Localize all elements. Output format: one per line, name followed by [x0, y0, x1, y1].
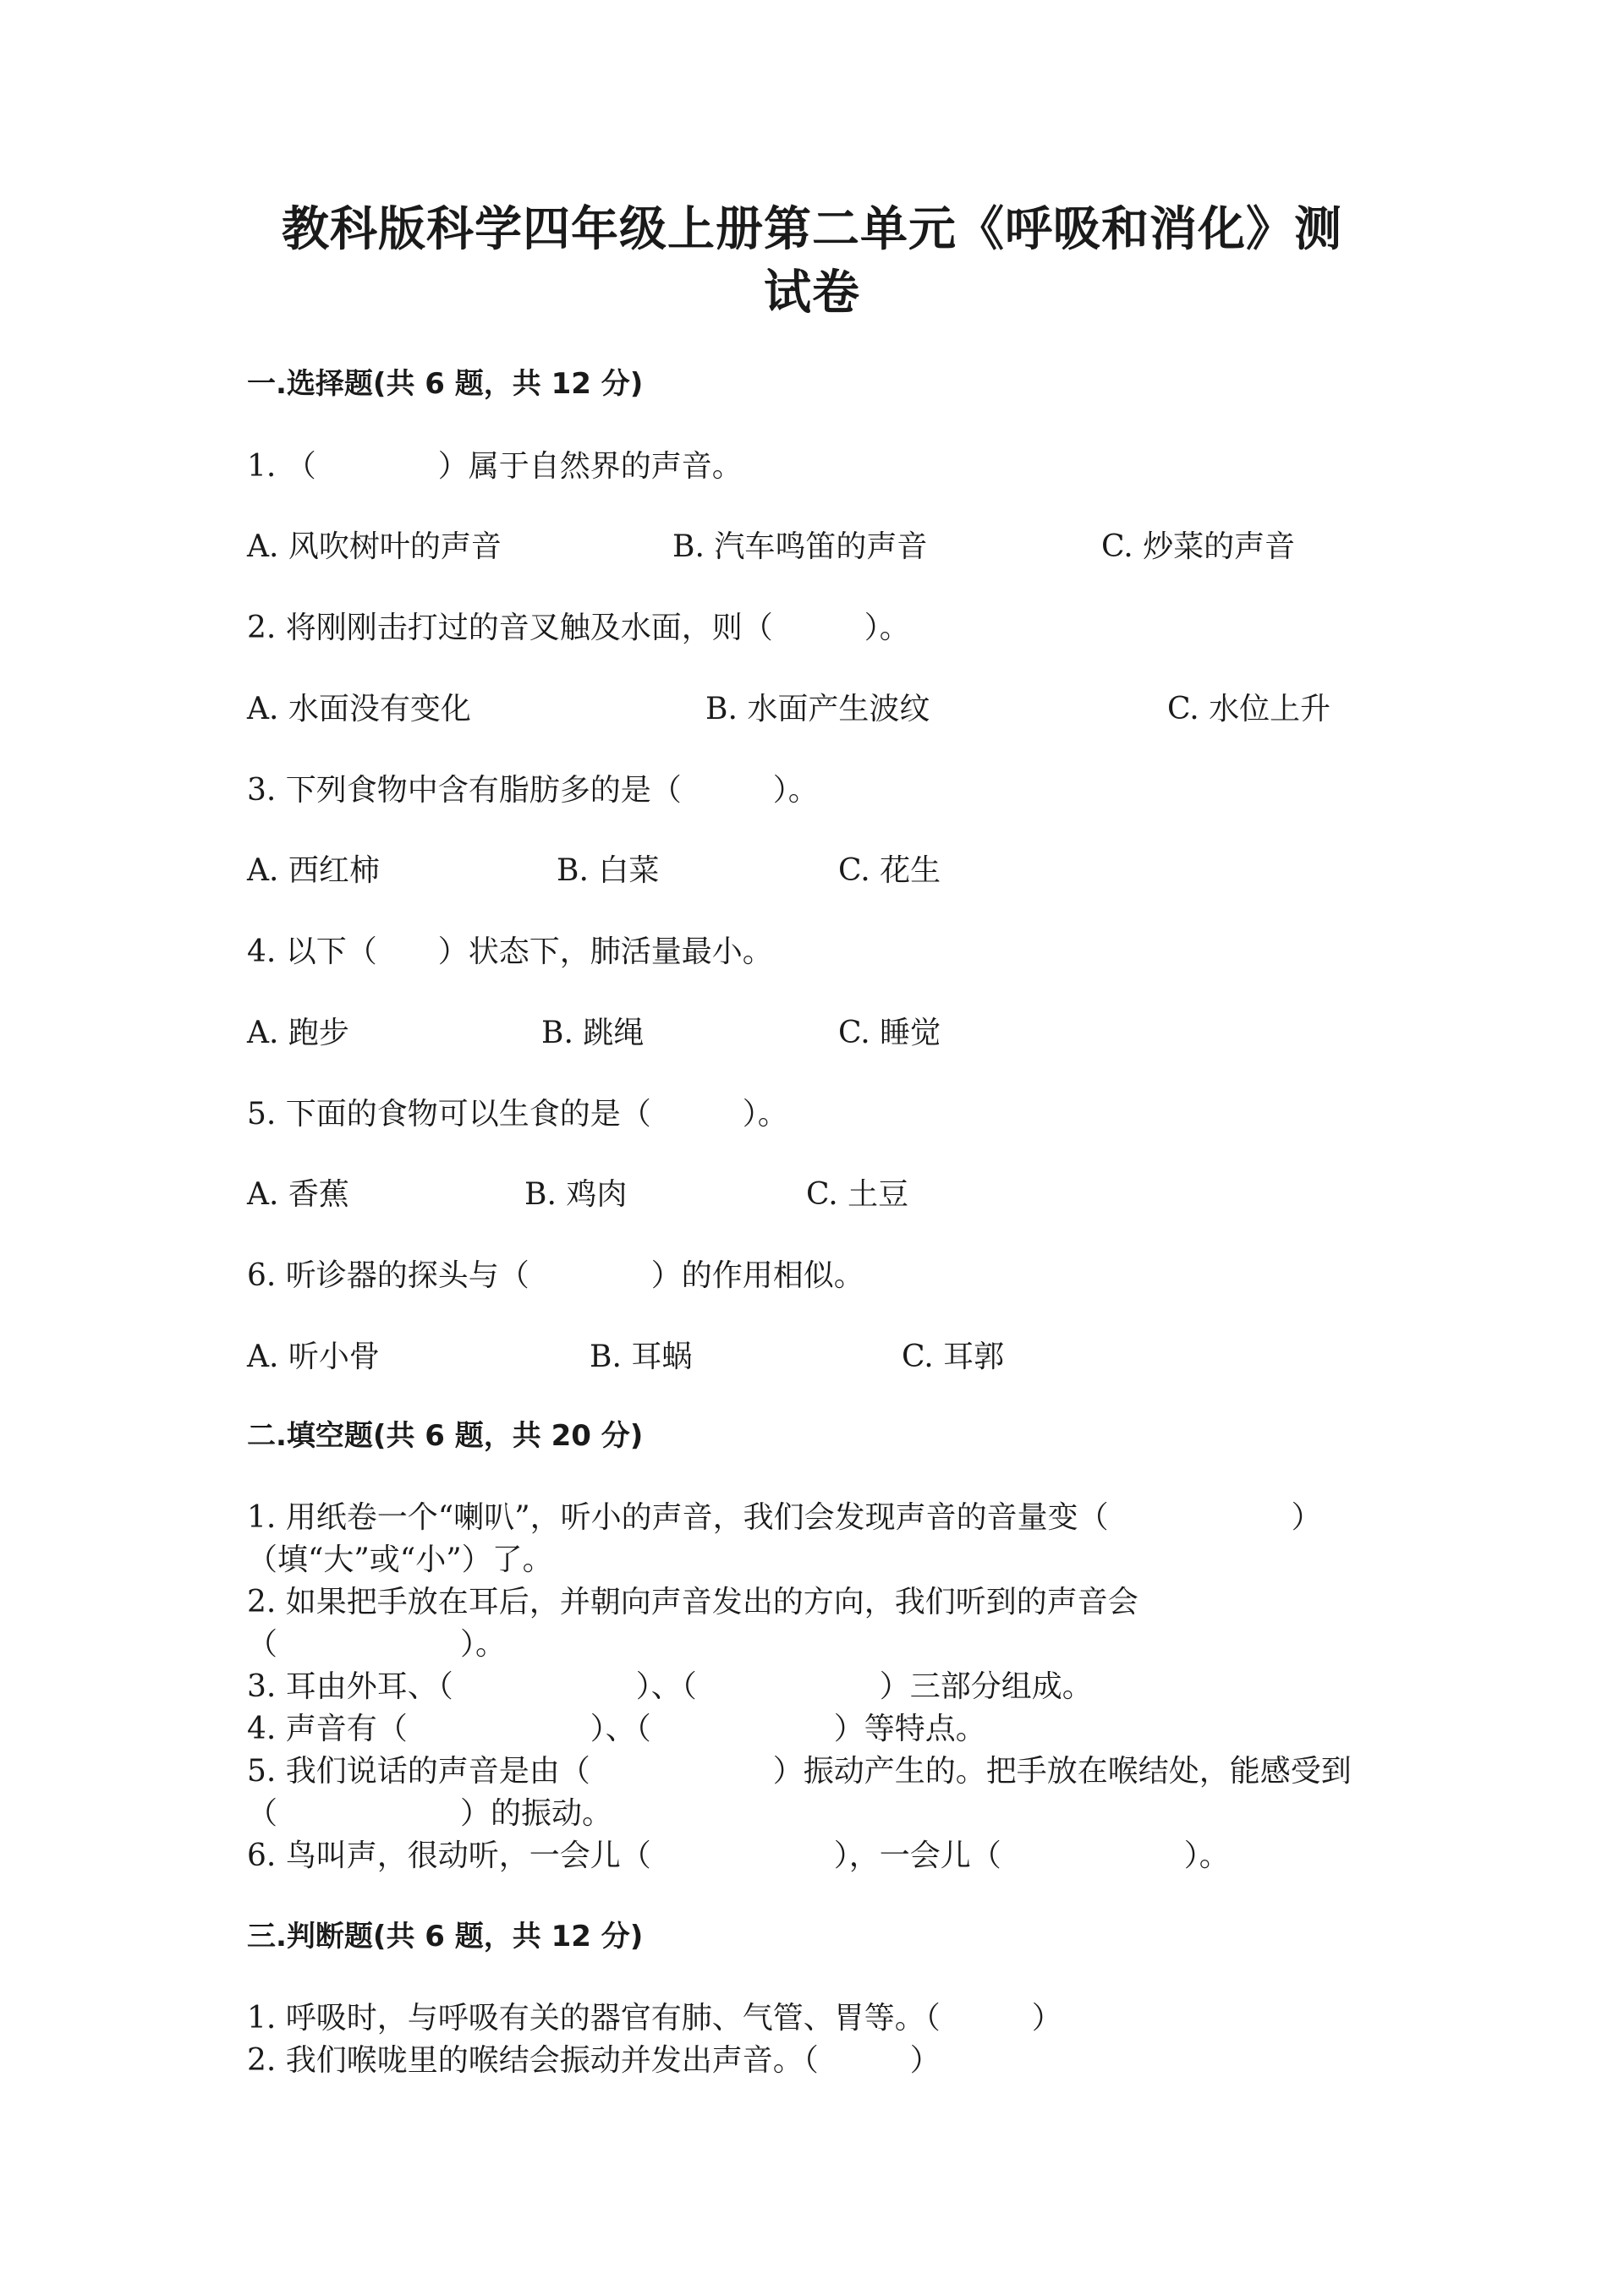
exam-title-line-2: 试卷: [764, 266, 860, 321]
choice-q2-option-a: A. 水面没有变化: [247, 692, 471, 726]
choice-q5-option-a: A. 香蕉: [247, 1177, 349, 1212]
choice-q2-option-b: B. 水面产生波纹: [705, 692, 930, 726]
fill-line-2: （填“大”或“小”）了。: [247, 1543, 553, 1577]
section-heading-choice: 一.选择题(共 6 题，共 12 分): [247, 367, 644, 401]
choice-question-6: 6. 听诊器的探头与（ ）的作用相似。: [247, 1258, 864, 1293]
choice-question-5: 5. 下面的食物可以生食的是（ ）。: [247, 1097, 788, 1132]
fill-line-9: 6. 鸟叫声，很动听，一会儿（ ），一会儿（ ）。: [247, 1838, 1230, 1873]
section-heading-judge: 三.判断题(共 6 题，共 12 分): [247, 1920, 644, 1954]
choice-q1-option-a: A. 风吹树叶的声音: [247, 529, 502, 564]
choice-question-3: 3. 下列食物中含有脂肪多的是（ ）。: [247, 773, 819, 808]
choice-question-1: 1. （ ）属于自然界的声音。: [247, 449, 743, 484]
fill-line-5: 3. 耳由外耳、（ ）、（ ）三部分组成。: [247, 1669, 1093, 1704]
choice-q4-option-a: A. 跑步: [247, 1016, 349, 1050]
choice-q1-option-b: B. 汽车鸣笛的声音: [672, 529, 928, 564]
fill-line-1: 1. 用纸卷一个“喇叭”，听小的声音，我们会发现声音的音量变（ ）: [247, 1500, 1322, 1535]
choice-q6-option-b: B. 耳蜗: [590, 1340, 693, 1374]
choice-q3-option-a: A. 西红柿: [247, 853, 380, 888]
choice-q3-option-b: B. 白菜: [557, 853, 660, 888]
fill-line-7: 5. 我们说话的声音是由（ ）振动产生的。把手放在喉结处，能感受到: [247, 1754, 1352, 1789]
fill-line-6: 4. 声音有（ ）、（ ）等特点。: [247, 1712, 986, 1746]
judge-line-2: 2. 我们喉咙里的喉结会振动并发出声音。（ ）: [247, 2043, 941, 2078]
choice-q2-option-c: C. 水位上升: [1167, 692, 1331, 726]
choice-q1-option-c: C. 炒菜的声音: [1101, 529, 1296, 564]
choice-question-2: 2. 将刚刚击打过的音叉触及水面，则（ ）。: [247, 611, 910, 645]
choice-q3-option-c: C. 花生: [838, 853, 941, 888]
choice-q5-option-c: C. 土豆: [806, 1177, 909, 1212]
choice-q4-option-b: B. 跳绳: [541, 1016, 645, 1050]
judge-line-1: 1. 呼吸时，与呼吸有关的器官有肺、气管、胃等。（ ）: [247, 2001, 1062, 2036]
choice-q6-option-a: A. 听小骨: [247, 1340, 380, 1374]
choice-q6-option-c: C. 耳郭: [902, 1340, 1005, 1374]
choice-q4-option-c: C. 睡觉: [838, 1016, 941, 1050]
fill-line-8: （ ）的振动。: [247, 1796, 613, 1831]
exam-title-line-1: 教科版科学四年级上册第二单元《呼吸和消化》测: [282, 202, 1342, 257]
fill-line-4: （ ）。: [247, 1627, 507, 1662]
choice-question-4: 4. 以下（ ）状态下，肺活量最小。: [247, 934, 773, 969]
choice-q5-option-b: B. 鸡肉: [524, 1177, 628, 1212]
fill-line-3: 2. 如果把手放在耳后，并朝向声音发出的方向，我们听到的声音会: [247, 1585, 1138, 1619]
section-heading-fill: 二.填空题(共 6 题，共 20 分): [247, 1419, 644, 1453]
